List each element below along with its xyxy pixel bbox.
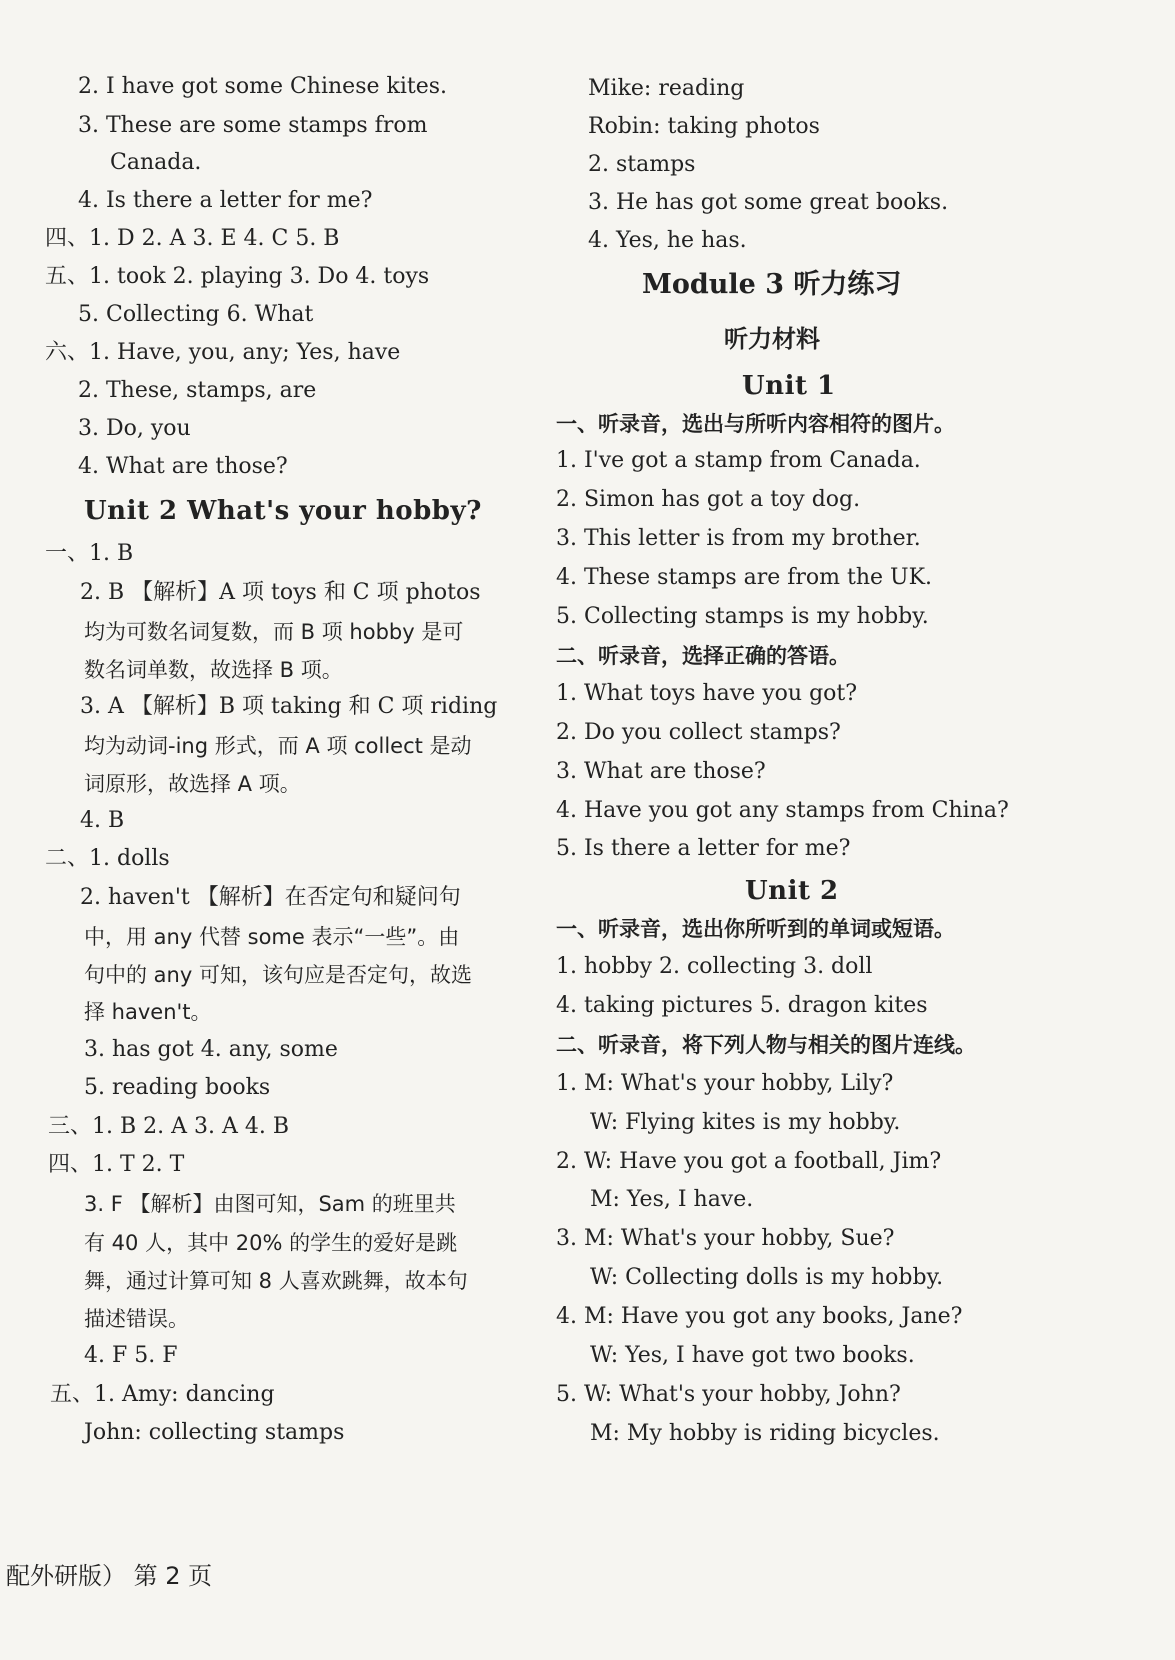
explanation-line: 择 haven't。	[84, 1000, 212, 1024]
answer-line: 4. B	[80, 808, 125, 833]
unit-heading: Unit 2 What's your hobby?	[84, 496, 482, 526]
answer-line: 4. Yes, he has.	[588, 228, 747, 253]
explanation-line: 舞，通过计算可知 8 人喜欢跳舞，故本句	[84, 1269, 468, 1293]
section-instruction: 一、听录音，选出你所听到的单词或短语。	[556, 917, 955, 941]
answer-line: 5. reading books	[84, 1075, 271, 1100]
answer-line: 4. F 5. F	[84, 1343, 178, 1368]
transcript-line: 2. Do you collect stamps?	[556, 720, 841, 745]
transcript-line: 1. What toys have you got?	[556, 681, 858, 706]
transcript-line: 4. Have you got any stamps from China?	[556, 798, 1009, 823]
dialogue-line: 3. M: What's your hobby, Sue?	[556, 1226, 895, 1251]
section-answers: 二、1. dolls	[45, 846, 170, 871]
answer-line: 3. These are some stamps from	[78, 113, 428, 138]
unit-heading: Unit 1	[742, 371, 836, 401]
answer-line: 3. Do, you	[78, 416, 191, 441]
transcript-line: 1. I've got a stamp from Canada.	[556, 448, 921, 473]
transcript-line: 2. Simon has got a toy dog.	[556, 487, 861, 512]
answer-line: 3. A 【解析】B 项 taking 和 C 项 riding	[80, 694, 498, 719]
explanation-line: 3. F 【解析】由图可知，Sam 的班里共	[84, 1192, 456, 1216]
dialogue-line: 5. W: What's your hobby, John?	[556, 1382, 901, 1407]
dialogue-line: M: My hobby is riding bicycles.	[590, 1421, 940, 1446]
answer-line: Robin: taking photos	[588, 114, 820, 139]
transcript-line: 3. This letter is from my brother.	[556, 526, 921, 551]
answer-line: 2. haven't 【解析】在否定句和疑问句	[80, 885, 461, 910]
section-answers: 六、1. Have, you, any; Yes, have	[45, 340, 401, 365]
answer-line: 3. He has got some great books.	[588, 190, 949, 215]
transcript-line: 1. hobby 2. collecting 3. doll	[556, 954, 873, 979]
dialogue-line: W: Yes, I have got two books.	[590, 1343, 915, 1368]
answer-line: 2. B 【解析】A 项 toys 和 C 项 photos	[80, 580, 481, 605]
answer-line: 5. Collecting 6. What	[78, 302, 314, 327]
answer-line: 4. Is there a letter for me?	[78, 188, 373, 213]
explanation-line: 均为可数名词复数，而 B 项 hobby 是可	[84, 620, 464, 644]
dialogue-line: W: Flying kites is my hobby.	[590, 1110, 901, 1135]
dialogue-line: 4. M: Have you got any books, Jane?	[556, 1304, 963, 1329]
explanation-line: 描述错误。	[84, 1307, 189, 1331]
page-footer: 配外研版） 第 2 页	[6, 1562, 213, 1590]
explanation-line: 中，用 any 代替 some 表示“一些”。由	[84, 925, 460, 949]
section-answers: 五、1. Amy: dancing	[50, 1382, 275, 1407]
answer-line: 2. stamps	[588, 152, 696, 177]
module-heading: Module 3 听力练习	[642, 269, 902, 300]
explanation-line: 有 40 人，其中 20% 的学生的爱好是跳	[84, 1231, 458, 1255]
explanation-line: 词原形，故选择 A 项。	[84, 772, 301, 796]
transcript-line: 3. What are those?	[556, 759, 766, 784]
explanation-line: 句中的 any 可知，该句应是否定句，故选	[84, 963, 472, 987]
dialogue-line: 1. M: What's your hobby, Lily?	[556, 1071, 894, 1096]
dialogue-line: M: Yes, I have.	[590, 1187, 754, 1212]
section-instruction: 二、听录音，选择正确的答语。	[556, 644, 850, 668]
dialogue-line: W: Collecting dolls is my hobby.	[590, 1265, 944, 1290]
answer-line: 2. I have got some Chinese kites.	[78, 74, 448, 99]
unit-heading: Unit 2	[745, 876, 839, 906]
explanation-line: 数名词单数，故选择 B 项。	[84, 658, 343, 682]
answer-line: 3. has got 4. any, some	[84, 1037, 338, 1062]
explanation-line: 均为动词-ing 形式，而 A 项 collect 是动	[84, 734, 472, 758]
section-answers: 五、1. took 2. playing 3. Do 4. toys	[45, 264, 430, 289]
answer-line: 4. What are those?	[78, 454, 288, 479]
section-answers: 四、1. D 2. A 3. E 4. C 5. B	[45, 226, 340, 251]
section-answers: 三、1. B 2. A 3. A 4. B	[48, 1114, 290, 1139]
transcript-line: 5. Is there a letter for me?	[556, 836, 851, 861]
answer-line: 2. These, stamps, are	[78, 378, 317, 403]
dialogue-line: 2. W: Have you got a football, Jim?	[556, 1149, 942, 1174]
transcript-line: 5. Collecting stamps is my hobby.	[556, 604, 929, 629]
section-instruction: 一、听录音，选出与所听内容相符的图片。	[556, 412, 955, 436]
answer-line: John: collecting stamps	[84, 1420, 345, 1445]
answer-line: Canada.	[110, 150, 202, 175]
transcript-line: 4. These stamps are from the UK.	[556, 565, 933, 590]
section-answers: 四、1. T 2. T	[48, 1152, 185, 1177]
section-answers: 一、1. B	[45, 541, 134, 566]
listening-material-heading: 听力材料	[724, 325, 820, 353]
transcript-line: 4. taking pictures 5. dragon kites	[556, 993, 928, 1018]
answer-line: Mike: reading	[588, 76, 745, 101]
section-instruction: 二、听录音，将下列人物与相关的图片连线。	[556, 1033, 976, 1057]
